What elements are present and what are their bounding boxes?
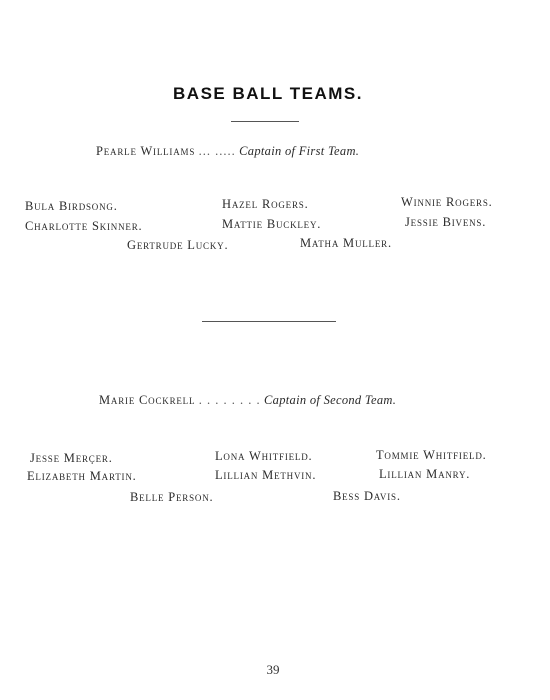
second-team-captain-line bbox=[99, 393, 396, 408]
second-team-player: Bess Davis. bbox=[333, 489, 401, 503]
first-team-player: Winnie Rogers. bbox=[401, 195, 493, 209]
first-team-player: Matha Muller. bbox=[300, 236, 392, 250]
first-team-player: Bula Birdsong. bbox=[25, 199, 118, 213]
page-number: 39 bbox=[266, 662, 280, 677]
first-team-player: Gertrude Lucky. bbox=[127, 238, 229, 252]
divider-middle bbox=[202, 321, 336, 322]
first-team-player: Mattie Buckley. bbox=[222, 217, 322, 231]
second-team-player: Lona Whitfield. bbox=[215, 449, 313, 463]
first-team-player: Hazel Rogers. bbox=[222, 197, 309, 211]
first-team-captain-name: Pearle Williams bbox=[96, 144, 196, 158]
second-team-player: Tommie Whitfield. bbox=[376, 448, 487, 462]
second-team-captain-role: Captain of Second Team. bbox=[264, 393, 397, 407]
second-team-player: Belle Person. bbox=[130, 490, 214, 504]
first-team-leader-dots: ... ..... bbox=[198, 144, 236, 158]
second-team-captain-name: Marie Cockrell bbox=[99, 393, 196, 407]
first-team-player: Jessie Bivens. bbox=[405, 215, 487, 229]
second-team-player: Elizabeth Martin. bbox=[27, 469, 137, 483]
first-team-captain-line bbox=[96, 144, 359, 159]
second-team-player: Lillian Methvin. bbox=[215, 468, 317, 482]
divider-top bbox=[231, 121, 299, 122]
second-team-player: Jesse Merçer. bbox=[30, 451, 113, 465]
first-team-player: Charlotte Skinner. bbox=[25, 219, 143, 233]
first-team-captain-role: Captain of First Team. bbox=[239, 144, 360, 158]
page-title: BASE BALL TEAMS. bbox=[173, 84, 363, 103]
second-team-leader-dots: . . . . . . . . bbox=[198, 393, 261, 407]
second-team-player: Lillian Manry. bbox=[379, 467, 471, 481]
